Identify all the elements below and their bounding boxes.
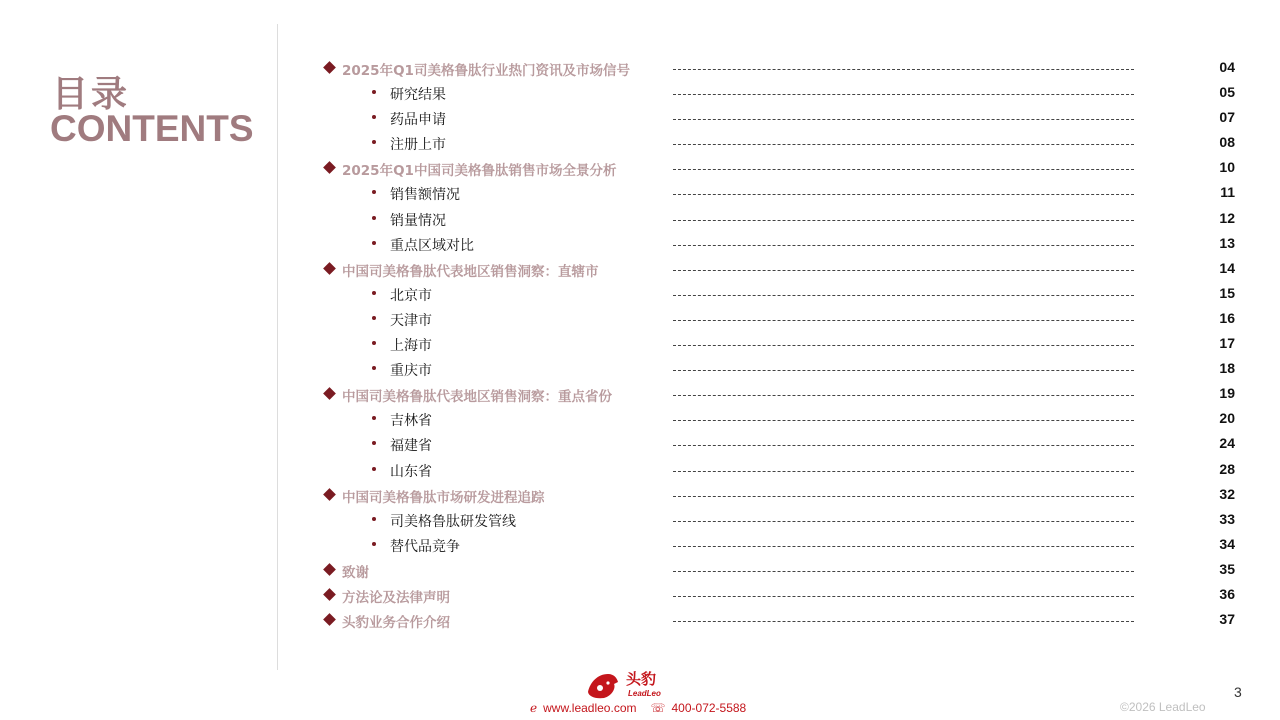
dot-bullet-icon xyxy=(372,316,376,320)
dotted-leader xyxy=(673,169,1134,170)
toc-label: 福建省 xyxy=(390,438,432,455)
toc-subsection-row[interactable] xyxy=(0,232,1280,257)
table-of-contents xyxy=(0,56,1280,633)
toc-label: 司美格鲁肽研发管线 xyxy=(390,513,516,530)
dotted-leader xyxy=(673,395,1134,396)
dot-bullet-icon xyxy=(372,517,376,521)
toc-page-number: 18 xyxy=(1219,360,1235,377)
dotted-leader xyxy=(673,420,1134,421)
diamond-bullet-icon xyxy=(323,61,336,74)
toc-label: 重庆市 xyxy=(390,363,432,380)
dotted-leader xyxy=(673,521,1134,522)
toc-section-row[interactable] xyxy=(0,257,1280,282)
toc-subsection-row[interactable] xyxy=(0,131,1280,156)
dotted-leader xyxy=(673,546,1134,547)
copyright-text: ©2026 LeadLeo xyxy=(1120,700,1206,714)
toc-subsection-row[interactable] xyxy=(0,282,1280,307)
toc-label: 销售额情况 xyxy=(390,187,460,204)
diamond-bullet-icon xyxy=(323,488,336,501)
toc-section-row[interactable] xyxy=(0,156,1280,181)
dot-bullet-icon xyxy=(372,115,376,119)
svg-text:头豹: 头豹 xyxy=(626,670,657,688)
toc-section-row[interactable] xyxy=(0,483,1280,508)
dotted-leader xyxy=(673,445,1134,446)
toc-subsection-row[interactable] xyxy=(0,207,1280,232)
dotted-leader xyxy=(673,245,1134,246)
toc-section-row[interactable] xyxy=(0,558,1280,583)
toc-label: 上海市 xyxy=(390,338,432,355)
toc-page-number: 19 xyxy=(1219,385,1235,402)
toc-page-number: 20 xyxy=(1219,410,1235,427)
dotted-leader xyxy=(673,270,1134,271)
dotted-leader xyxy=(673,94,1134,95)
toc-label: 中国司美格鲁肽代表地区销售洞察：直辖市 xyxy=(342,263,599,280)
diamond-bullet-icon xyxy=(323,563,336,576)
dotted-leader xyxy=(673,571,1134,572)
dotted-leader xyxy=(673,119,1134,120)
dotted-leader xyxy=(673,496,1134,497)
dotted-leader xyxy=(673,220,1134,221)
toc-label: 研究结果 xyxy=(390,87,446,104)
toc-page-number: 08 xyxy=(1219,134,1235,151)
dot-bullet-icon xyxy=(372,366,376,370)
dot-bullet-icon xyxy=(372,190,376,194)
toc-label: 吉林省 xyxy=(390,413,432,430)
phone-number: 400-072-5588 xyxy=(671,701,747,715)
toc-subsection-row[interactable] xyxy=(0,432,1280,457)
toc-label: 2025年Q1司美格鲁肽行业热门资讯及市场信号 xyxy=(342,63,630,79)
dot-bullet-icon xyxy=(372,90,376,94)
dotted-leader xyxy=(673,320,1134,321)
website-link[interactable]: www.leadleo.com xyxy=(543,701,637,715)
dotted-leader xyxy=(673,144,1134,145)
toc-page-number: 16 xyxy=(1219,309,1235,326)
dot-bullet-icon xyxy=(372,140,376,144)
toc-label: 药品申请 xyxy=(390,112,446,129)
dot-bullet-icon xyxy=(372,441,376,445)
dot-bullet-icon xyxy=(372,216,376,220)
toc-section-row[interactable] xyxy=(0,608,1280,633)
toc-page-number: 12 xyxy=(1219,209,1235,226)
toc-page-number: 07 xyxy=(1219,109,1235,126)
toc-page-number: 15 xyxy=(1219,284,1235,301)
toc-page-number: 10 xyxy=(1219,159,1235,176)
toc-subsection-row[interactable] xyxy=(0,407,1280,432)
dotted-leader xyxy=(673,370,1134,371)
toc-label: 头豹业务合作介绍 xyxy=(342,615,450,632)
toc-page-number: 05 xyxy=(1219,84,1235,101)
toc-section-row[interactable] xyxy=(0,382,1280,407)
toc-label: 山东省 xyxy=(390,463,432,480)
diamond-bullet-icon xyxy=(323,613,336,626)
footer-contact xyxy=(530,701,746,715)
toc-page-number: 32 xyxy=(1219,485,1235,502)
web-icon: ℯ xyxy=(530,701,538,715)
diamond-bullet-icon xyxy=(323,162,336,175)
dot-bullet-icon xyxy=(372,291,376,295)
dotted-leader xyxy=(673,345,1134,346)
toc-label: 替代品竞争 xyxy=(390,538,460,555)
contents-title-en: CONTENTS xyxy=(50,108,254,149)
diamond-bullet-icon xyxy=(323,588,336,601)
dotted-leader xyxy=(673,194,1134,195)
toc-label: 天津市 xyxy=(390,312,432,329)
toc-page-number: 14 xyxy=(1219,259,1235,276)
dot-bullet-icon xyxy=(372,241,376,245)
toc-label: 中国司美格鲁肽代表地区销售洞察：重点省份 xyxy=(342,389,612,406)
toc-page-number: 13 xyxy=(1219,234,1235,251)
toc-page-number: 24 xyxy=(1219,435,1235,452)
toc-page-number: 33 xyxy=(1219,510,1235,527)
dotted-leader xyxy=(673,69,1134,70)
diamond-bullet-icon xyxy=(323,387,336,400)
diamond-bullet-icon xyxy=(323,262,336,275)
dot-bullet-icon xyxy=(372,542,376,546)
toc-subsection-row[interactable] xyxy=(0,458,1280,483)
toc-page-number: 28 xyxy=(1219,460,1235,477)
dotted-leader xyxy=(673,596,1134,597)
toc-page-number: 11 xyxy=(1220,184,1235,201)
svg-text:LeadLeo: LeadLeo xyxy=(628,689,661,698)
toc-label: 致谢 xyxy=(342,564,369,581)
toc-page-number: 36 xyxy=(1219,585,1235,602)
phone-icon: ☏ xyxy=(650,701,666,715)
toc-label: 2025年Q1中国司美格鲁肽销售市场全景分析 xyxy=(342,163,617,180)
toc-page-number: 04 xyxy=(1219,59,1235,75)
toc-label: 中国司美格鲁肽市场研发进程追踪 xyxy=(342,489,545,506)
contents-title-cn: 目录 xyxy=(52,74,131,115)
toc-section-row[interactable] xyxy=(0,56,1280,81)
slide-page-number: 3 xyxy=(1234,684,1242,700)
toc-subsection-row[interactable] xyxy=(0,81,1280,106)
toc-page-number: 37 xyxy=(1219,611,1235,628)
toc-subsection-row[interactable] xyxy=(0,508,1280,533)
toc-section-row[interactable] xyxy=(0,583,1280,608)
toc-label: 销量情况 xyxy=(390,212,446,229)
dotted-leader xyxy=(673,621,1134,622)
dot-bullet-icon xyxy=(372,416,376,420)
toc-label: 注册上市 xyxy=(390,137,446,154)
toc-label: 北京市 xyxy=(390,287,432,304)
toc-subsection-row[interactable] xyxy=(0,181,1280,206)
toc-subsection-row[interactable] xyxy=(0,106,1280,131)
toc-page-number: 34 xyxy=(1219,535,1235,552)
dot-bullet-icon xyxy=(372,341,376,345)
toc-label: 方法论及法律声明 xyxy=(342,589,450,606)
toc-subsection-row[interactable] xyxy=(0,533,1280,558)
dotted-leader xyxy=(673,295,1134,296)
dot-bullet-icon xyxy=(372,467,376,471)
toc-subsection-row[interactable] xyxy=(0,357,1280,382)
leadleo-logo xyxy=(586,668,666,700)
toc-subsection-row[interactable] xyxy=(0,307,1280,332)
toc-page-number: 17 xyxy=(1219,335,1235,352)
dotted-leader xyxy=(673,471,1134,472)
toc-label: 重点区域对比 xyxy=(390,237,474,254)
toc-page-number: 35 xyxy=(1219,560,1235,577)
toc-subsection-row[interactable] xyxy=(0,332,1280,357)
